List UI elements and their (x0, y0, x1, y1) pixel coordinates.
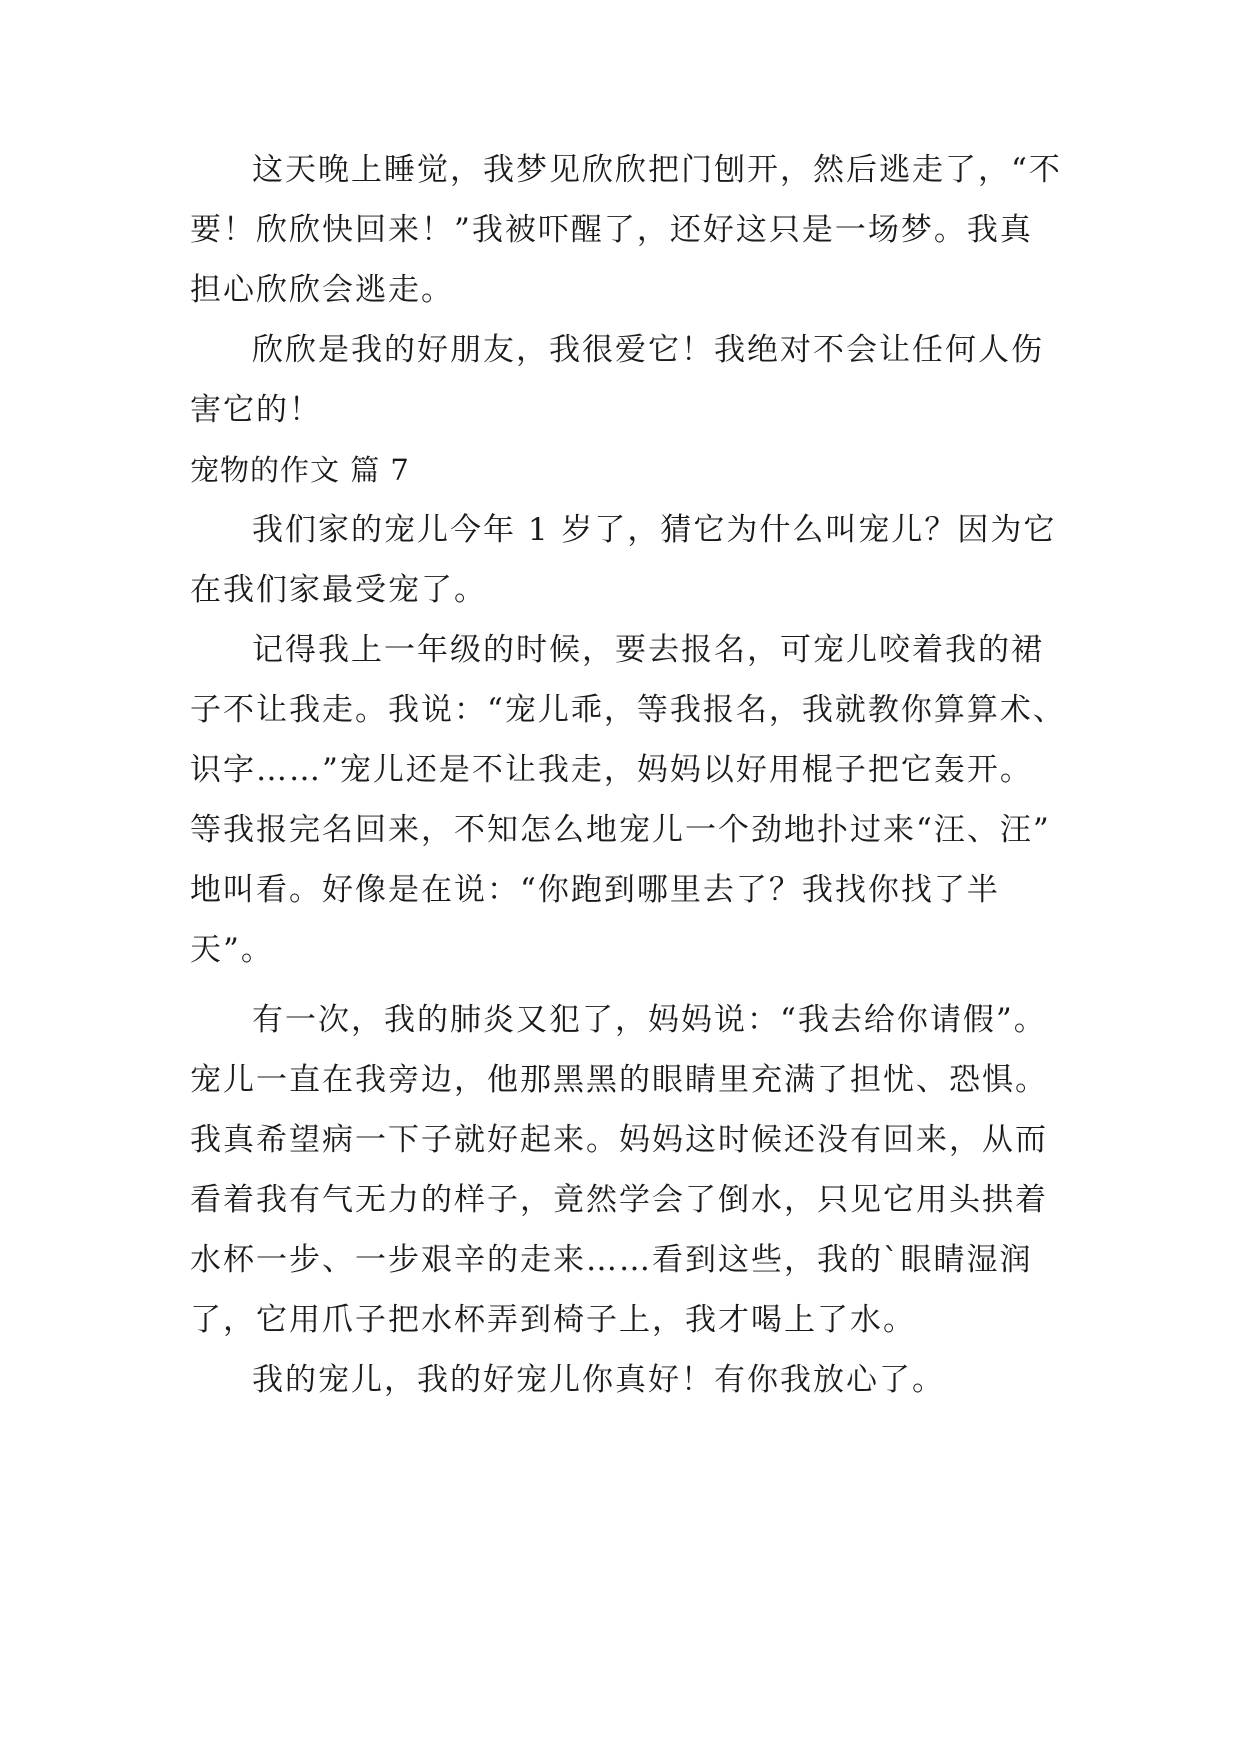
paragraph-1-line-1: 这天晚上睡觉，我梦见欣欣把门刨开，然后逃走了，“不 (252, 152, 1062, 188)
paragraph-6-line-1: 我的宠儿，我的好宠儿你真好！有你我放心了。 (252, 1362, 945, 1398)
paragraph-5-line-2: 宠儿一直在我旁边，他那黑黑的眼睛里充满了担忧、恐惧。 (190, 1062, 1048, 1098)
paragraph-5-line-4: 看着我有气无力的样子，竟然学会了倒水，只见它用头拱着 (190, 1182, 1048, 1218)
section-heading: 宠物的作文 篇 7 (190, 453, 410, 487)
paragraph-1-line-3: 担心欣欣会逃走。 (190, 272, 454, 308)
paragraph-5-line-1: 有一次，我的肺炎又犯了，妈妈说：“我去给你请假”。 (252, 1002, 1047, 1038)
paragraph-5-line-5: 水杯一步、一步艰辛的走来……看到这些，我的`眼睛湿润 (190, 1242, 1033, 1278)
paragraph-4-line-6: 天”。 (190, 932, 274, 968)
paragraph-1-line-2: 要！欣欣快回来！”我被吓醒了，还好这只是一场梦。我真 (190, 212, 1033, 248)
paragraph-3-line-1: 我们家的宠儿今年 1 岁了，猜它为什么叫宠儿？因为它 (252, 512, 1057, 548)
paragraph-5-line-3: 我真希望病一下子就好起来。妈妈这时候还没有回来，从而 (190, 1122, 1048, 1158)
paragraph-4-line-1: 记得我上一年级的时候，要去报名，可宠儿咬着我的裙 (252, 632, 1044, 668)
paragraph-4-line-4: 等我报完名回来，不知怎么地宠儿一个劲地扑过来“汪、汪” (190, 812, 1051, 848)
paragraph-2-line-2: 害它的！ (190, 392, 322, 428)
paragraph-4-line-2: 子不让我走。我说：“宠儿乖，等我报名，我就教你算算术、 (190, 692, 1066, 728)
paragraph-2-line-1: 欣欣是我的好朋友，我很爱它！我绝对不会让任何人伤 (252, 332, 1044, 368)
paragraph-4-line-5: 地叫看。好像是在说：“你跑到哪里去了？我找你找了半 (190, 872, 1000, 908)
paragraph-3-line-2: 在我们家最受宠了。 (190, 572, 487, 608)
paragraph-4-line-3: 识字……”宠儿还是不让我走，妈妈以好用棍子把它轰开。 (190, 752, 1033, 788)
paragraph-5-line-6: 了，它用爪子把水杯弄到椅子上，我才喝上了水。 (190, 1302, 916, 1338)
